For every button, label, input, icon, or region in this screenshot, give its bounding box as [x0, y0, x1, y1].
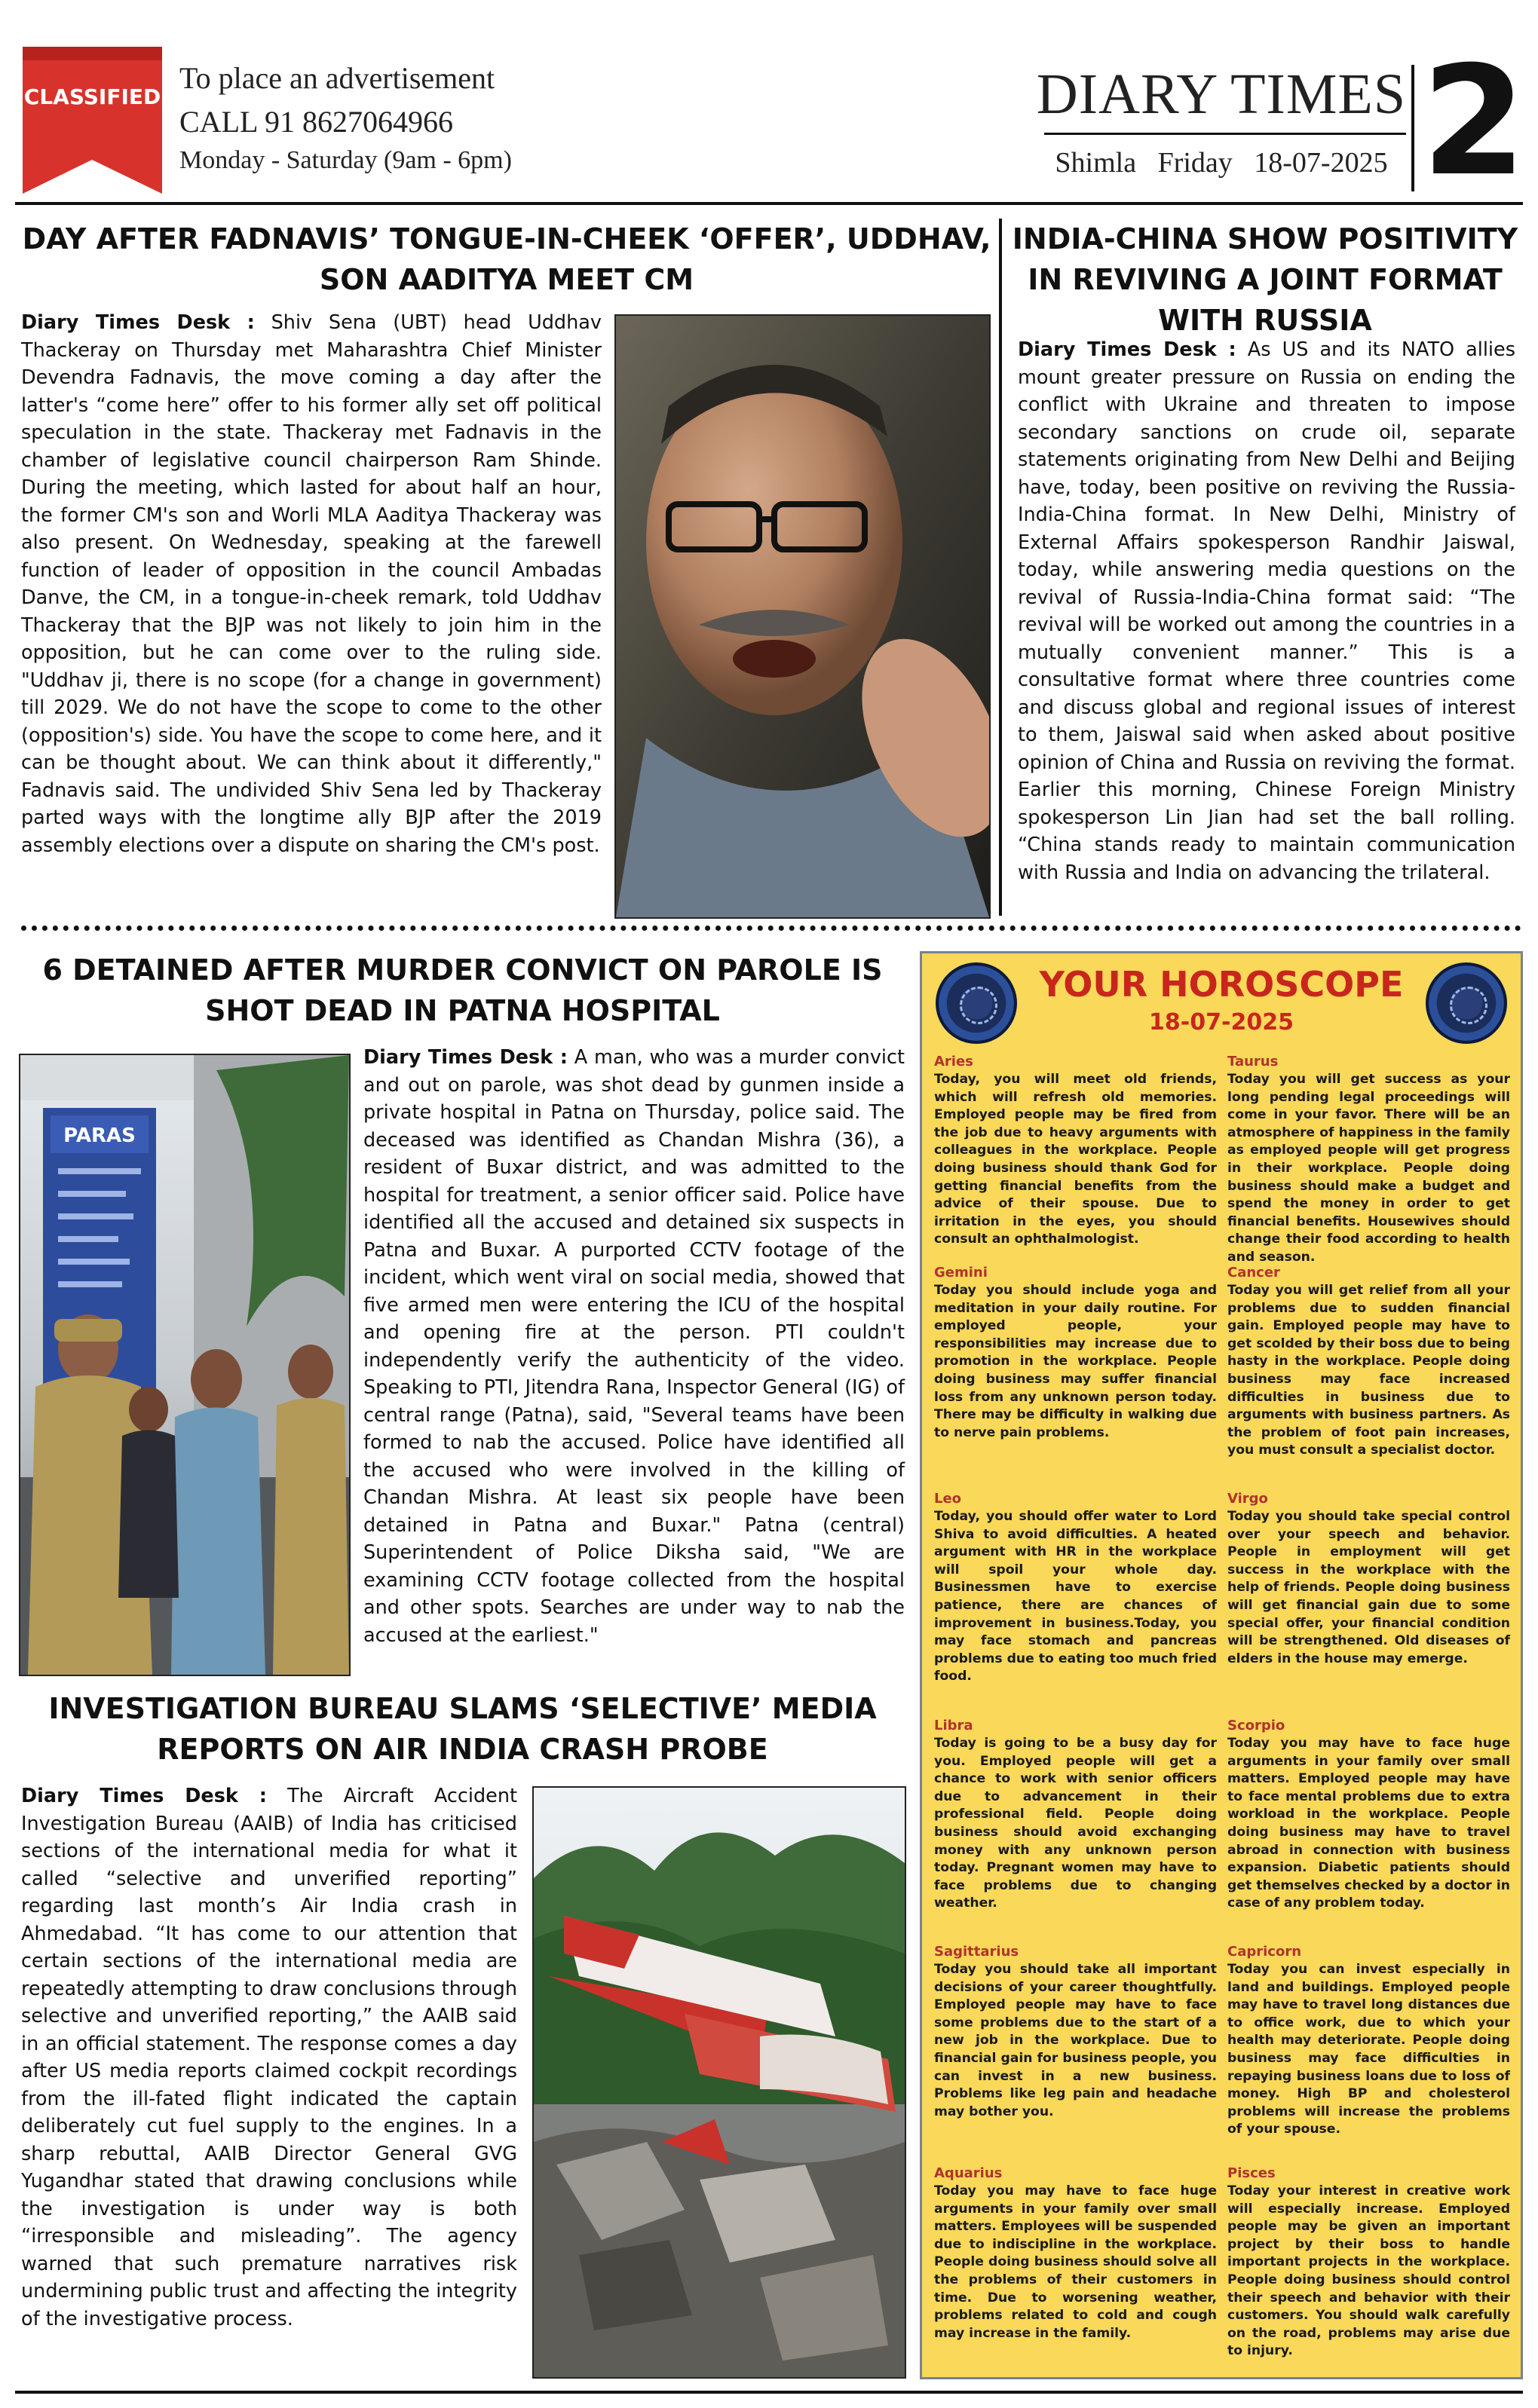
sign-text: Today you may have to face huge arguments in your family over small matters. Employed people may have to face mental problems due to extra workload in the workplace. People doing business may have to travel abroad in connection with business expansion. Diabetic patients should get themselves checked by a doctor in case of any problem today. [1227, 1736, 1510, 1911]
sign-taurus [1227, 1053, 1510, 1267]
text-uddhav: Shiv Sena (UBT) head Uddhav Thackeray on Thursday met Maharashtra Chief Minister Devendra Fadnavis, the move coming a day after the latter's “come here” offer to his former ally set off political speculation in the state. Thackeray met Fadnavis in the chamber of legislative council chairperson Ram Shinde. During the meeting, which lasted for about half an hour, the former CM's son and Worli MLA Aaditya Thackeray was also present. On Wednesday, speaking at the farewell function of leader of opposition in the council Ambadas Danve, the CM, in a tongue-in-cheek remark, told Uddhav Thackeray that the BJP was not likely to join him in the opposition, but he can come over to the ruling side. "Uddhav ji, there is no scope (for a change in government) till 2029. We do not have the scope to come to the other (opposition's) side. You have the scope to come here, and it can be thought about. We can think about it differently," Fadnavis said. The undivided Shiv Sena led by Thackeray parted ways with the longtime ally BJP after the 2019 assembly elections over a dispute on sharing the CM's post. [21, 311, 602, 857]
photo-uddhav [614, 314, 991, 919]
sign-text: Today you will get success as your long pending legal proceedings will come in your favor. There will be an atmosphere of happiness in the family as employed people will get progress in their workplace. People doing business should make a budget and spend the money in order to get financial benefits. Housewives should change their food according to health and season. [1227, 1072, 1510, 1265]
sign-text: Today you should take special control over your speech and behavior. People in employment will get success in the workplace with the help of friends. People doing business will get financial gain due to some special offer, your financial condition will be strengthened. Old diseases of elders in the house may emerge. [1227, 1509, 1510, 1666]
sign-name: Cancer [1227, 1265, 1280, 1280]
sign-leo [934, 1490, 1217, 1686]
body-patna [363, 1044, 905, 1649]
sign-aquarius [934, 2165, 1217, 2342]
sign-name: Libra [934, 1718, 973, 1733]
body-air-india [21, 1782, 517, 2333]
ad-line-2: CALL 91 8627064966 [179, 105, 453, 139]
body-india-china [1018, 336, 1515, 886]
sign-text: Today you should include yoga and meditation in your daily routine. For employed people, your responsibilities may increase due to promotion in the workplace. People doing business may suffer financial loss from any unknown person today. There may be difficulty in walking due to nerve pain problems. [934, 1283, 1217, 1440]
sign-name: Sagittarius [934, 1944, 1019, 1960]
photo-air-india [532, 1786, 906, 2379]
sign-scorpio [1227, 1717, 1510, 1913]
headline-patna: 6 DETAINED AFTER MURDER CONVICT ON PAROLE IS SHOT DEAD IN PATNA HOSPITAL [42, 953, 883, 1027]
horoscope-date: 18-07-2025 [1149, 1009, 1294, 1036]
photo-patna [19, 1054, 351, 1676]
sign-name: Gemini [934, 1265, 988, 1280]
text-patna: A man, who was a murder convict and out on parole, was shot dead by gunmen inside a private hospital in Patna on Thursday, police said. The deceased was identified as Chandan Mishra (36), a resident of Buxar district, and was admitted to the hospital for treatment, a senior officer said. Police have identified all the accused and detained six suspects in Patna and Buxar. A purported CCTV footage of the incident, which went viral on social media, showed that five armed men were entering the ICU of the hospital and opening fire at the person. PTI couldn't independently verify the authenticity of the video. Speaking to PTI, Jitendra Rana, Inspector General (IG) of central range (Patna), said, "Several teams have been formed to nab the accused. Police have identified all the accused who were involved in the killing of Chandan Mishra. At least six people have been detained in Patna and Buxar." Patna (central) Superintendent of Police Diksha said, "We are examining CCTV footage collected from the hospital and other spots. Searches are under way to nab the accused at the earliest." [363, 1046, 905, 1647]
sign-pisces [1227, 2165, 1510, 2361]
ad-line-1: To place an advertisement [179, 61, 495, 95]
zodiac-wheel-right-icon [1426, 962, 1507, 1044]
sign-name: Capricorn [1227, 1944, 1302, 1960]
section-separator [21, 926, 1521, 931]
classified-label: CLASSIFIED [23, 84, 161, 109]
desk-patna: Diary Times Desk : [363, 1046, 568, 1069]
page-number: 2 [1421, 34, 1527, 210]
sign-gemini [934, 1264, 1217, 1442]
sign-sagittarius [934, 1943, 1217, 2121]
desk-uddhav: Diary Times Desk : [21, 311, 255, 334]
sign-text: Today you may have to face huge arguments in your family over small matters. Employees will be suspended due to indiscipline in the workplace. People doing business should solve all the problems of their customers in time. Due to worsening weather, problems related to cold and cough may increase in the family. [934, 2183, 1217, 2341]
horoscope-panel [920, 951, 1523, 2379]
sign-text: Today you should take all important decisions of your career thoughtfully. Employed people may have to face some problems due to the start of a new job in the workplace. Due to financial gain for business people, you can invest in a new business. Problems like leg pain and headache may bother you. [934, 1962, 1217, 2119]
sign-text: Today you will get relief from all your problems due to sudden financial gain. Employed people may have to get scolded by their boss due to being hasty in the workplace. People doing business may face increased difficulties in business due to arguments with business partners. As the problem of foot pain increases, you must consult a specialist doctor. [1227, 1283, 1510, 1458]
body-uddhav [21, 309, 602, 859]
sign-text: Today is going to be a busy day for you. Employed people will get a chance to work with senior officers due to advancement in their professional field. People doing business should avoid exchanging money with any unknown person today. Pregnant women may have to face problems due to changing weather. [934, 1736, 1217, 1911]
header-rule [15, 202, 1523, 205]
sign-text: Today, you will meet old friends, which will refresh old memories. Employed people may be fired from the job due to heavy arguments with colleagues in the workplace. People doing business should thank God for getting financial benefits from the advice of their spouse. Due to irritation in the eyes, you should consult an ophthalmologist. [934, 1072, 1217, 1247]
sign-name: Aries [934, 1054, 973, 1069]
sign-name: Scorpio [1227, 1718, 1285, 1733]
desk-air-india: Diary Times Desk : [21, 1785, 267, 1807]
sign-name: Leo [934, 1491, 962, 1507]
classified-ribbon [23, 47, 162, 194]
sign-name: Pisces [1227, 2165, 1276, 2181]
masthead-underline [1044, 133, 1406, 135]
desk-india-china: Diary Times Desk : [1018, 338, 1236, 361]
dateline: Shimla Friday 18-07-2025 [1055, 147, 1388, 179]
sign-name: Taurus [1227, 1054, 1279, 1069]
header-vrule [1411, 65, 1414, 191]
text-india-china: As US and its NATO allies mount greater pressure on Russia on ending the conflict with Ukraine and threaten to impose secondary sanctions on crude oil, separate statements originating from New Delhi and Beijing have, today, been positive on reviving the Russia-India-China format. In New Delhi, Ministry of External Affairs spokesperson Randhir Jaiswal, today, while answering media questions on the revival of Russia-India-China format said: “The revival will be worked out among the countries in a mutually convenient manner.” This is a consultative format where three countries come and discuss global and regional issues of interest to them, Jaiswal said when asked about positive opinion of China and Russia on reviving the format. Earlier this morning, Chinese Foreign Ministry spokesperson Lin Jian had set the ball rolling. “China stands ready to maintain communication with Russia and India on advancing the trilateral. [1018, 338, 1515, 884]
sign-text: Today you can invest especially in land and buildings. Employed people may have to travel long distances due to office work, due to which your health may deteriorate. People doing business may face difficulties in repaying business loans due to loss of money. High BP and cholesterol problems will increase the problems of your spouse. [1227, 1962, 1510, 2137]
sign-virgo [1227, 1490, 1510, 1668]
sign-name: Aquarius [934, 2165, 1003, 2181]
sign-libra [934, 1717, 1217, 1913]
column-divider-top [999, 219, 1002, 916]
footer-rule [15, 2391, 1523, 2394]
headline-uddhav: DAY AFTER FADNAVIS’ TONGUE-IN-CHEEK ‘OFFER’, UDDHAV, SON AADITYA MEET CM [22, 222, 991, 296]
text-air-india: The Aircraft Accident Investigation Bureau (AAIB) of India has criticised sections of the international media for what it called “selective and unverified reporting” regarding last month’s Air India crash in Ahmedabad. “It has come to our attention that certain sections of the international media are repeatedly attempting to draw conclusions through selective and unverified reporting,” the AAIB said in an official statement. The response comes a day after US media reports claimed cockpit recordings from the ill-fated flight indicated the captain deliberately cut fuel supply to the engines. In a sharp rebuttal, AAIB Director General GVG Yugandhar stated that drawing conclusions while the investigation is under way is both “irresponsible and misleading”. The agency warned that such premature narratives risk undermining public trust and affecting the integrity of the investigative process. [21, 1785, 518, 2330]
sign-text: Today, you should offer water to Lord Shiva to avoid difficulties. A heated argument with HR in the workplace will spoil your whole day. Businessmen have to exercise patience, there are chances of improvement in business.Today, you may face stomach and pancreas problems due to eating too much fried food. [934, 1509, 1217, 1684]
ad-line-3: Monday - Saturday (9am - 6pm) [179, 146, 512, 174]
headline-india-china: INDIA-CHINA SHOW POSITIVITY IN REVIVING A JOINT FORMAT WITH RUSSIA [1012, 222, 1518, 337]
zodiac-wheel-left-icon [936, 962, 1017, 1044]
horoscope-title: YOUR HOROSCOPE [1039, 964, 1404, 1005]
headline-air-india: INVESTIGATION BUREAU SLAMS ‘SELECTIVE’ MEDIA REPORTS ON AIR INDIA CRASH PROBE [48, 1692, 877, 1766]
sign-capricorn [1227, 1943, 1510, 2139]
sign-aries [934, 1053, 1217, 1249]
sign-text: Today your interest in creative work will especially increase. Employed people may be given an important project by their boss to handle important projects in the workplace. People doing business should control their speech and behavior with their customers. You should walk carefully on the road, problems may arise due to injury. [1227, 2183, 1510, 2359]
sign-name: Virgo [1227, 1491, 1268, 1507]
masthead: DIARY TIMES [1036, 63, 1407, 126]
sign-cancer [1227, 1264, 1510, 1460]
photo-sign-text: PARAS [63, 1124, 136, 1147]
